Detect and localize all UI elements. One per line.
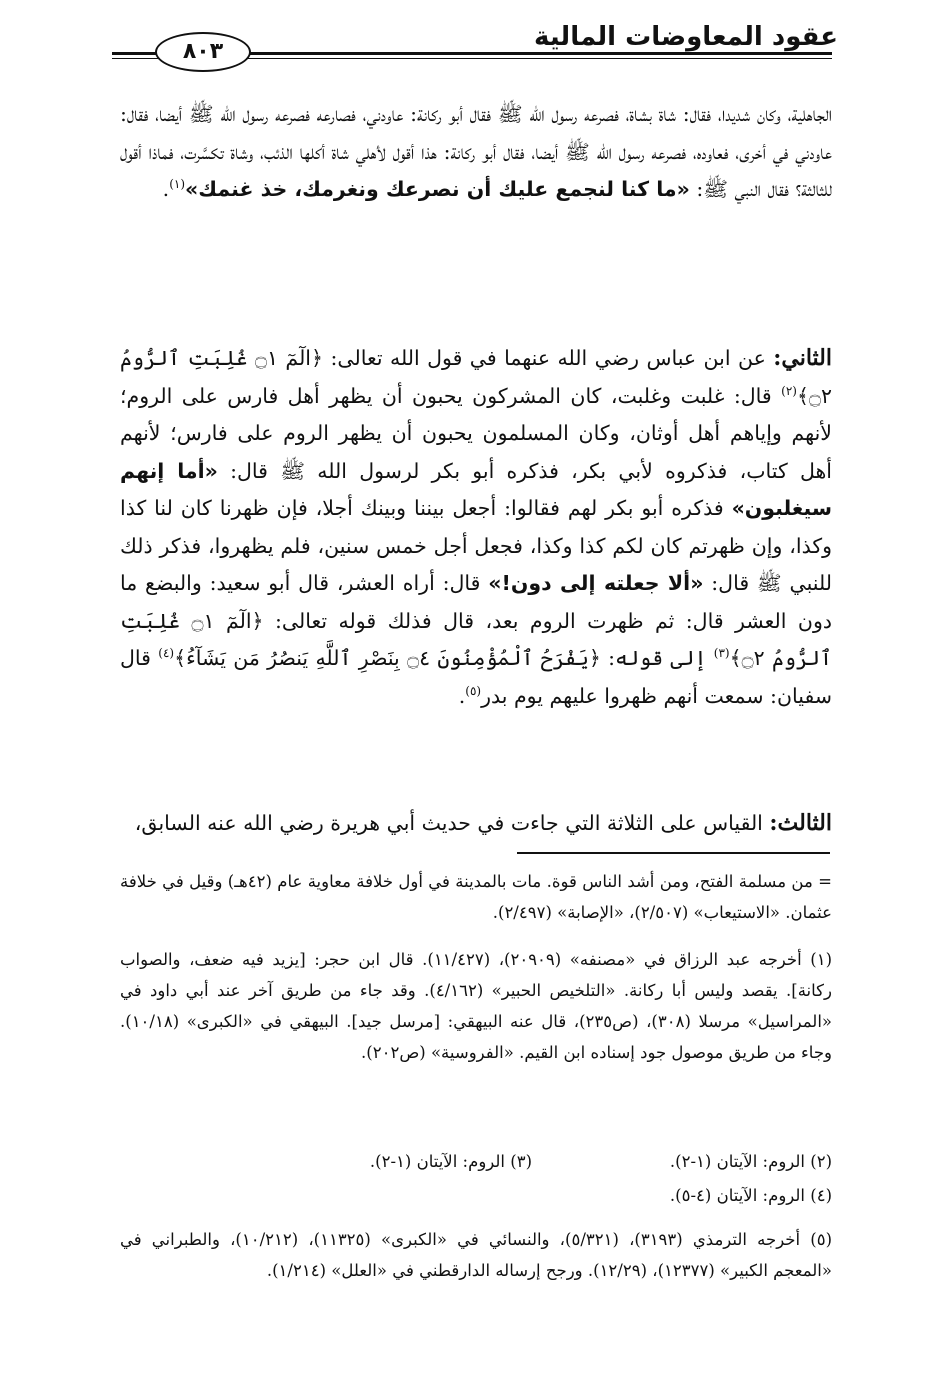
paragraph-text: عن ابن عباس رضي الله عنهما في قول الله تعالى: xyxy=(323,346,774,370)
paragraph-text: القياس على الثلاثة التي جاءت في حديث أبي هريرة رضي الله عنه السابق، xyxy=(134,811,770,835)
quran-verse: ﴿يَفْرَحُ ٱلْمُؤْمِنُونَ ۝٤ بِنَصْرِ ٱللَّهِ يَنصُرُ مَن يَشَآءُ﴾ xyxy=(174,646,601,670)
sentence-end: . xyxy=(458,683,466,708)
footnote-separator xyxy=(517,852,830,854)
quran-verse: ﴿الٓمٓ ۝١ غُلِبَتِ ٱلرُّومُ ۝٢﴾ xyxy=(120,608,833,670)
footnote-ref: (٢) xyxy=(781,383,797,398)
footnote-ref: (٣) xyxy=(713,646,730,661)
paragraph-text: فذكره أبو بكر لهم فقالوا: أجعل بيننا وبينك أجلا، فإن ظهرنا كان لنا كذا وكذا، وإن ظهرتم كان لكم كذا وكذا، فجعل أجل خمس سنين، فلم يظهروا، فذكر ذلك للنبي ﷺ قال: xyxy=(120,496,833,595)
paragraph-third-evidence xyxy=(120,805,832,843)
footnote-3: (٣) الروم: الآيتان (١-٢). xyxy=(369,1152,532,1171)
hadith-quote-bold: «ما كنا لنجمع عليك أن نصرعك ونغرمك، خذ غنمك» xyxy=(185,177,690,201)
footnote-ref: (١) xyxy=(169,177,186,192)
paragraph-text: قال سفيان: سمعت أنهم ظهروا عليهم يوم بدر xyxy=(120,646,832,708)
footnote-row-2-3 xyxy=(120,1146,832,1177)
paragraph-first-narration xyxy=(120,96,832,209)
paragraph-second-evidence xyxy=(120,340,832,715)
footnote-5: (٥) أخرجه الترمذي (٣١٩٣)، (٥/٣٢١)، والنسائي في «الكبرى» (١١٣٢٥)، (١٠/٢١٢)، والطبراني في «المعجم الكبير» (١٢٣٧٧)، (١٢/٢٩). ورجح إرساله الدارقطني في «العلل» (١/٢١٤). xyxy=(120,1230,832,1280)
footnote-2: (٢) الروم: الآيتان (١-٢). xyxy=(669,1152,832,1171)
paragraph-text: الجاهلية، وكان شديدا، فقال: شاة بشاة، فصرعه رسول الله ﷺ فقال أبو ركانة: عاودني، فصارعه فصرعه رسول الله ﷺ أيضا، فقال: عاودني في أخرى، فعاوده، فصرعه رسول الله ﷺ أيضا، فقال أبو ركانة: هذا أقول لأهلي شاة أكلها الذئب، وشاة تكسَّرت، فماذا أقول للثالثة؟ فقال النبي ﷺ: xyxy=(120,102,832,201)
footnote-continuation: = من مسلمة الفتح، ومن أشد الناس قوة. مات بالمدينة في أول خلافة معاوية عام (٤٢هـ) وقيل في خلافة عثمان. «الاستيعاب» (٢/٥٠٧)، «الإصابة» (٢/٤٩٧). xyxy=(120,872,832,922)
footnote-ref: (٤) xyxy=(158,646,175,661)
paragraph-text: إلى قوله: xyxy=(600,646,714,670)
paragraph-label: الثالث: xyxy=(769,810,832,836)
running-header-title: عقود المعاوضات المالية xyxy=(534,22,838,52)
footnote-ref: (٥) xyxy=(465,683,482,698)
page-number-badge: ٨٠٣ xyxy=(155,32,251,72)
quran-verse: ﴿الٓمٓ ۝١ غُلِبَتِ ٱلرُّومُ ۝٢﴾ xyxy=(120,346,832,408)
hadith-quote-bold: «ألا جعلته إلى دون!» xyxy=(488,571,704,595)
footnote-4: (٤) الروم: الآيتان (٤-٥). xyxy=(669,1186,832,1205)
paragraph-text: قال: غلبت وغلبت، كان المشركون يحبون أن يظهر أهل فارس على الروم؛ لأنهم وإياهم أهل أوثان، وكان المسلمون يحبون أن يظهر الروم على فارس؛ لأنهم أهل كتاب، فذكروه لأبي بكر، فذكره أبو بكر لرسول الله ﷺ قال: xyxy=(120,383,832,483)
footnote-1: (١) أخرجه عبد الرزاق في «مصنفه» (٢٠٩٠٩)، (١١/٤٢٧). قال ابن حجر: [يزيد فيه ضعف، والصواب ركانة]. يقصد وليس أبا ركانة. «التلخيص الحبير» (٤/١٦٢). وقد جاء من طريق آخر عند أبي داود في «المراسيل» مرسلا (٣٠٨)، (ص٢٣٥)، قال عنه البيهقي: [مرسل جيد]. البيهقي في «الكبرى» (١٠/١٨). وجاء من طريق موصول جود إسناده ابن القيم. «الفروسية» (ص٢٠٢). xyxy=(120,950,833,1062)
paragraph-text: قال: أراه العشر، قال أبو سعيد: والبضع ما دون العشر قال: ثم ظهرت الروم بعد، قال فذلك قوله تعالى: xyxy=(120,571,833,633)
hadith-quote-bold: «أما إنهم سيغلبون» xyxy=(120,458,832,520)
paragraph-label: الثاني: xyxy=(773,345,832,371)
sentence-end: . xyxy=(162,177,170,201)
